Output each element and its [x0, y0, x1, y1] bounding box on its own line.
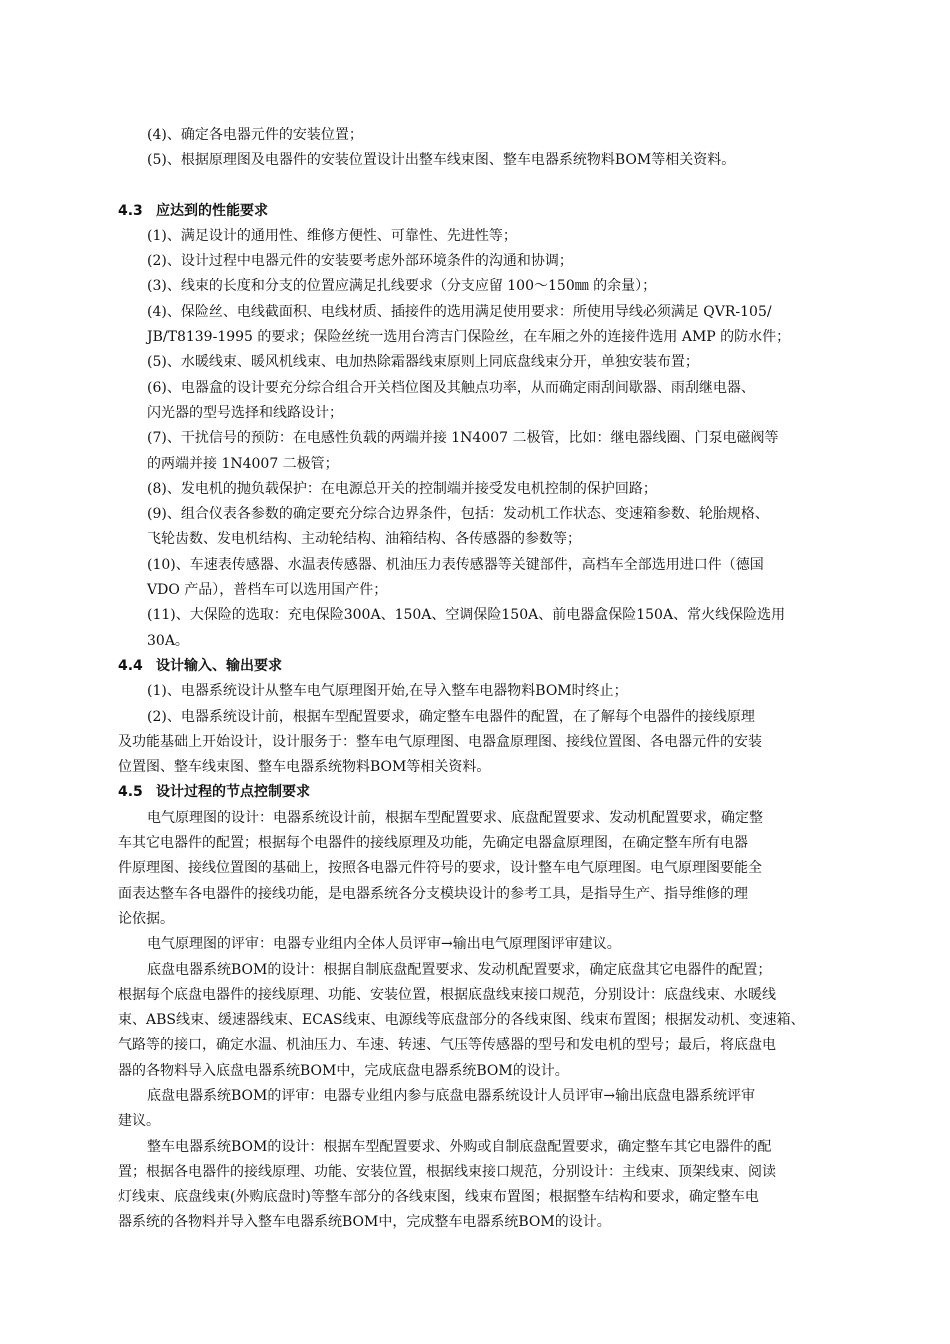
paragraph-line: 器系统的各物料并导入整车电器系统BOM中，完成整车电器系统BOM的设计。 — [118, 1214, 611, 1231]
section-number: 4.5 — [118, 784, 143, 801]
paragraph-line: 30A。 — [147, 632, 189, 649]
section-heading-4-5 — [118, 780, 860, 805]
paragraph-line: 电气原理图的评审：电器专业组内全体人员评审→输出电气原理图评审建议。 — [147, 936, 621, 953]
section-heading-4-4 — [118, 654, 860, 679]
paragraph-line: JB/T8139-1995 的要求；保险丝统一选用台湾吉门保险丝，在车厢之外的连接件选用 AMP 的防水件； — [147, 329, 791, 346]
paragraph-line: (9)、组合仪表各参数的确定要充分综合边界条件，包括：发动机工作状态、变速箱参数、轮胎规格、 — [147, 506, 769, 523]
paragraph-line: 位置图、整车线束图、整车电器系统物料BOM等相关资料。 — [118, 759, 491, 776]
paragraph-line: 底盘电器系统BOM的评审：电器专业组内参与底盘电器系统设计人员评审→输出底盘电器系统评审 — [147, 1087, 756, 1104]
paragraph-line: 根据每个底盘电器件的接线原理、功能、安装位置，根据底盘线束接口规范，分别设计：底盘线束、水暖线 — [118, 986, 776, 1003]
document-body — [118, 123, 860, 1236]
paragraph-line: 的两端并接 1N4007 二极管； — [147, 455, 339, 472]
section-title: 设计过程的节点控制要求 — [156, 784, 310, 801]
paragraph-line: 面表达整车各电器件的接线功能，是电器系统各分支模块设计的参考工具，是指导生产、指导维修的理 — [118, 885, 748, 902]
paragraph-line: 气路等的接口，确定水温、机油压力、车速、转速、气压等传感器的型号和发电机的型号；最后，将底盘电 — [118, 1037, 776, 1054]
section-title: 应达到的性能要求 — [156, 202, 268, 219]
paragraph-line: 整车电器系统BOM的设计：根据车型配置要求、外购或自制底盘配置要求，确定整车其它电器件的配 — [147, 1138, 772, 1155]
paragraph-line: 论依据。 — [118, 910, 174, 927]
paragraph-line: VDO 产品），普档车可以选用国产件； — [147, 582, 388, 599]
paragraph-line: (8)、发电机的抛负载保护：在电源总开关的控制端并接受发电机控制的保护回路； — [147, 480, 657, 497]
paragraph-line: (3)、线束的长度和分支的位置应满足扎线要求（分支应留 100～150㎜ 的余量）； — [147, 278, 657, 295]
paragraph-line: 及功能基础上开始设计，设计服务于：整车电气原理图、电器盒原理图、接线位置图、各电器元件的安装 — [118, 733, 762, 750]
paragraph-line: (4)、确定各电器元件的安装位置； — [147, 127, 363, 143]
paragraph-line: (5)、根据原理图及电器件的安装位置设计出整车线束图、整车电器系统物料BOM等相关资料。 — [147, 152, 736, 169]
spacer — [118, 174, 860, 199]
paragraph-line: 建议。 — [118, 1113, 160, 1130]
paragraph-line: (4)、保险丝、电线截面积、电线材质、插接件的选用满足使用要求：所使用导线必须满足 QVR-105/ — [147, 303, 772, 320]
paragraph-line: 飞轮齿数、发电机结构、主动轮结构、油箱结构、各传感器的参数等； — [147, 531, 581, 548]
paragraph-line: 置；根据各电器件的接线原理、功能、安装位置，根据线束接口规范，分别设计：主线束、顶架线束、阅读 — [118, 1163, 776, 1180]
paragraph-line: 底盘电器系统BOM的设计：根据自制底盘配置要求、发动机配置要求，确定底盘其它电器件的配置； — [147, 961, 772, 978]
paragraph-line: 束、ABS线束、缓速器线束、ECAS线束、电源线等底盘部分的各线束图、线束布置图；根据发动机、变速箱、 — [118, 1012, 805, 1029]
paragraph-line: (1)、电器系统设计从整车电气原理图开始,在导入整车电器物料BOM时终止； — [147, 683, 628, 700]
paragraph-line: (7)、干扰信号的预防：在电感性负载的两端并接 1N4007 二极管，比如：继电器线圈、门泵电磁阀等 — [147, 430, 779, 447]
paragraph-line: 电气原理图的设计：电器系统设计前，根据车型配置要求、底盘配置要求、发动机配置要求，确定整 — [147, 809, 763, 826]
section-number: 4.4 — [118, 657, 143, 674]
paragraph-line: (5)、水暖线束、暖风机线束、电加热除霜器线束原则上同底盘线束分开，单独安装布置； — [147, 354, 699, 371]
section-heading-4-3 — [118, 199, 860, 224]
section-number: 4.3 — [118, 202, 143, 219]
paragraph-line: 闪光器的型号选择和线路设计； — [147, 404, 343, 421]
paragraph-line: (10)、车速表传感器、水温表传感器、机油压力表传感器等关键部件，高档车全部选用进口件（德国 — [147, 556, 764, 573]
paragraph-line: (1)、满足设计的通用性、维修方便性、可靠性、先进性等； — [147, 227, 517, 244]
paragraph-line: (6)、电器盒的设计要充分综合组合开关档位图及其触点功率，从而确定雨刮间歇器、雨刮继电器、 — [147, 379, 755, 396]
paragraph-line: 器的各物料导入底盘电器系统BOM中，完成底盘电器系统BOM的设计。 — [118, 1062, 569, 1079]
paragraph-line: (2)、电器系统设计前，根据车型配置要求，确定整车电器件的配置，在了解每个电器件的接线原理 — [147, 708, 755, 725]
paragraph-line: 车其它电器件的配置；根据每个电器件的接线原理及功能，先确定电器盒原理图，在确定整车所有电器 — [118, 835, 748, 852]
section-title: 设计输入、输出要求 — [156, 657, 282, 674]
paragraph-line: 件原理图、接线位置图的基础上，按照各电器元件符号的要求，设计整车电气原理图。电气原理图要能全 — [118, 860, 762, 877]
paragraph-line: (2)、设计过程中电器元件的安装要考虑外部环境条件的沟通和协调； — [147, 253, 573, 270]
paragraph-line: 灯线束、底盘线束(外购底盘时)等整车部分的各线束图，线束布置图；根据整车结构和要求，确定整车电 — [118, 1189, 759, 1206]
paragraph-line: (11)、大保险的选取：充电保险300A、150A、空调保险150A、前电器盒保险150A、常火线保险选用 — [147, 607, 786, 624]
